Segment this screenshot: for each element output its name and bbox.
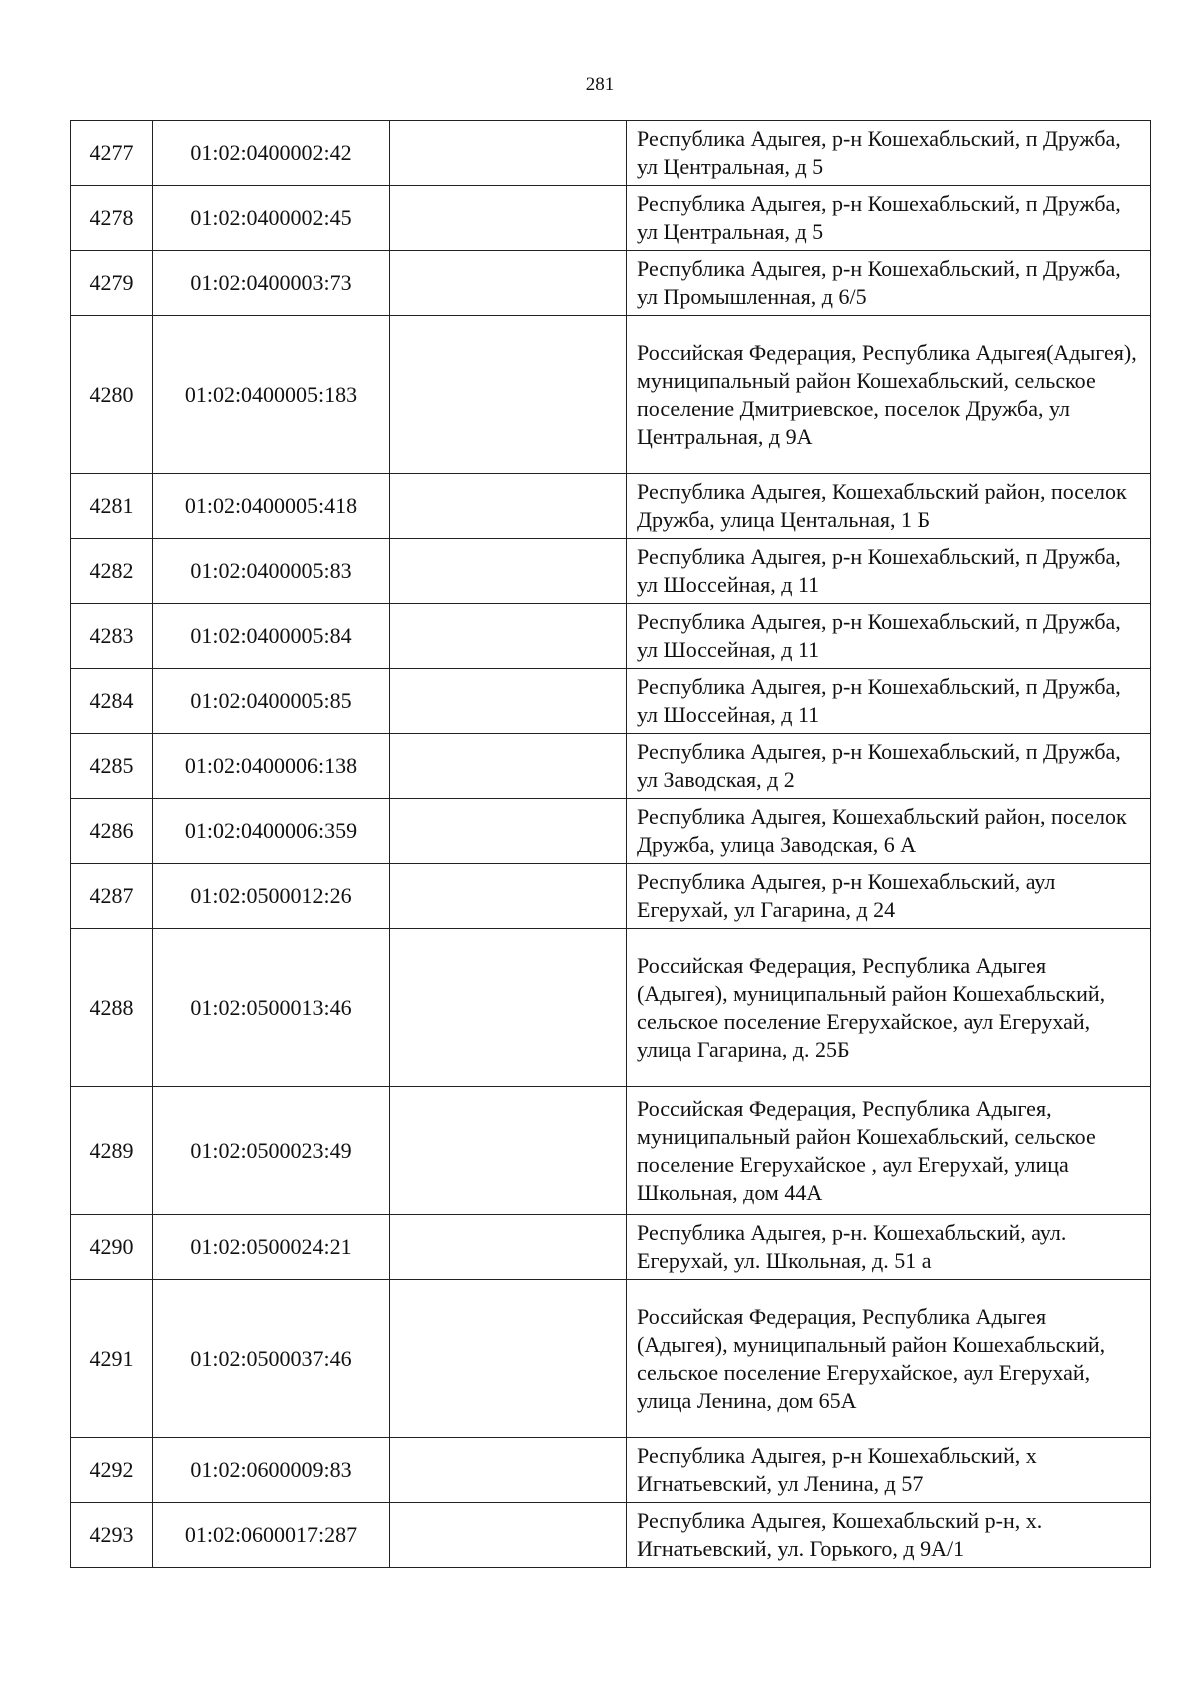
- address: Республика Адыгея, Кошехабльский р-н, х. Игнатьевский, ул. Горького, д 9А/1: [627, 1503, 1151, 1568]
- address: Республика Адыгея, р-н. Кошехабльский, аул. Егерухай, ул. Школьная, д. 51 а: [627, 1215, 1151, 1280]
- empty-cell: [390, 864, 627, 929]
- table-row: [71, 929, 1151, 1087]
- property-registry-table: [70, 120, 1151, 1568]
- address: Республика Адыгея, р-н Кошехабльский, п Дружба, ул Шоссейная, д 11: [627, 539, 1151, 604]
- table-row: [71, 539, 1151, 604]
- row-number: 4291: [71, 1280, 153, 1438]
- address: Республика Адыгея, р-н Кошехабльский, п Дружба, ул Промышленная, д 6/5: [627, 251, 1151, 316]
- cadastral-number: 01:02:0600009:83: [153, 1438, 390, 1503]
- row-number: 4279: [71, 251, 153, 316]
- table-row: [71, 474, 1151, 539]
- table-row: [71, 669, 1151, 734]
- row-number: 4285: [71, 734, 153, 799]
- table-row: [71, 864, 1151, 929]
- address: Республика Адыгея, р-н Кошехабльский, п Дружба, ул Центральная, д 5: [627, 121, 1151, 186]
- row-number: 4286: [71, 799, 153, 864]
- cadastral-number: 01:02:0400005:84: [153, 604, 390, 669]
- row-number: 4293: [71, 1503, 153, 1568]
- address: Республика Адыгея, р-н Кошехабльский, аул Егерухай, ул Гагарина, д 24: [627, 864, 1151, 929]
- cadastral-number: 01:02:0400003:73: [153, 251, 390, 316]
- cadastral-number: 01:02:0400006:138: [153, 734, 390, 799]
- empty-cell: [390, 474, 627, 539]
- address: Российская Федерация, Республика Адыгея, муниципальный район Кошехабльский, сельское поселение Егерухайское , аул Егерухай, улица Школьная, дом 44А: [627, 1087, 1151, 1215]
- address: Российская Федерация, Республика Адыгея (Адыгея), муниципальный район Кошехабльский, сельское поселение Егерухайское, аул Егерухай, улица Ленина, дом 65А: [627, 1280, 1151, 1438]
- address: Республика Адыгея, р-н Кошехабльский, п Дружба, ул Шоссейная, д 11: [627, 604, 1151, 669]
- empty-cell: [390, 539, 627, 604]
- table-row: [71, 121, 1151, 186]
- table-row: [71, 604, 1151, 669]
- cadastral-number: 01:02:0400005:183: [153, 316, 390, 474]
- row-number: 4289: [71, 1087, 153, 1215]
- empty-cell: [390, 734, 627, 799]
- cadastral-number: 01:02:0600017:287: [153, 1503, 390, 1568]
- empty-cell: [390, 1215, 627, 1280]
- address: Республика Адыгея, р-н Кошехабльский, п Дружба, ул Центральная, д 5: [627, 186, 1151, 251]
- row-number: 4284: [71, 669, 153, 734]
- address: Республика Адыгея, Кошехабльский район, поселок Дружба, улица Центальная, 1 Б: [627, 474, 1151, 539]
- row-number: 4287: [71, 864, 153, 929]
- cadastral-number: 01:02:0400005:85: [153, 669, 390, 734]
- empty-cell: [390, 1087, 627, 1215]
- row-number: 4292: [71, 1438, 153, 1503]
- address: Республика Адыгея, р-н Кошехабльский, х Игнатьевский, ул Ленина, д 57: [627, 1438, 1151, 1503]
- empty-cell: [390, 669, 627, 734]
- cadastral-number: 01:02:0500012:26: [153, 864, 390, 929]
- row-number: 4282: [71, 539, 153, 604]
- table-row: [71, 1215, 1151, 1280]
- address: Российская Федерация, Республика Адыгея (Адыгея), муниципальный район Кошехабльский, сельское поселение Егерухайское, аул Егерухай, улица Гагарина, д. 25Б: [627, 929, 1151, 1087]
- cadastral-number: 01:02:0400006:359: [153, 799, 390, 864]
- table-row: [71, 1280, 1151, 1438]
- table-body: [71, 121, 1151, 1568]
- row-number: 4283: [71, 604, 153, 669]
- address: Республика Адыгея, р-н Кошехабльский, п Дружба, ул Заводская, д 2: [627, 734, 1151, 799]
- empty-cell: [390, 186, 627, 251]
- empty-cell: [390, 604, 627, 669]
- address: Республика Адыгея, р-н Кошехабльский, п Дружба, ул Шоссейная, д 11: [627, 669, 1151, 734]
- row-number: 4280: [71, 316, 153, 474]
- empty-cell: [390, 799, 627, 864]
- cadastral-number: 01:02:0400005:83: [153, 539, 390, 604]
- row-number: 4278: [71, 186, 153, 251]
- cadastral-number: 01:02:0400002:45: [153, 186, 390, 251]
- table-row: [71, 316, 1151, 474]
- empty-cell: [390, 316, 627, 474]
- table-row: [71, 734, 1151, 799]
- cadastral-number: 01:02:0400002:42: [153, 121, 390, 186]
- empty-cell: [390, 1280, 627, 1438]
- table-row: [71, 186, 1151, 251]
- cadastral-number: 01:02:0500024:21: [153, 1215, 390, 1280]
- empty-cell: [390, 929, 627, 1087]
- table-row: [71, 1503, 1151, 1568]
- table-row: [71, 251, 1151, 316]
- table-row: [71, 1087, 1151, 1215]
- row-number: 4290: [71, 1215, 153, 1280]
- row-number: 4277: [71, 121, 153, 186]
- empty-cell: [390, 121, 627, 186]
- cadastral-number: 01:02:0500013:46: [153, 929, 390, 1087]
- empty-cell: [390, 1503, 627, 1568]
- table-row: [71, 1438, 1151, 1503]
- row-number: 4288: [71, 929, 153, 1087]
- address: Российская Федерация, Республика Адыгея(Адыгея), муниципальный район Кошехабльский, сельское поселение Дмитриевское, поселок Дружба, ул Центральная, д 9А: [627, 316, 1151, 474]
- empty-cell: [390, 1438, 627, 1503]
- row-number: 4281: [71, 474, 153, 539]
- page-number: 281: [585, 74, 615, 95]
- cadastral-number: 01:02:0500037:46: [153, 1280, 390, 1438]
- empty-cell: [390, 251, 627, 316]
- cadastral-number: 01:02:0400005:418: [153, 474, 390, 539]
- address: Республика Адыгея, Кошехабльский район, поселок Дружба, улица Заводская, 6 А: [627, 799, 1151, 864]
- table-row: [71, 799, 1151, 864]
- cadastral-number: 01:02:0500023:49: [153, 1087, 390, 1215]
